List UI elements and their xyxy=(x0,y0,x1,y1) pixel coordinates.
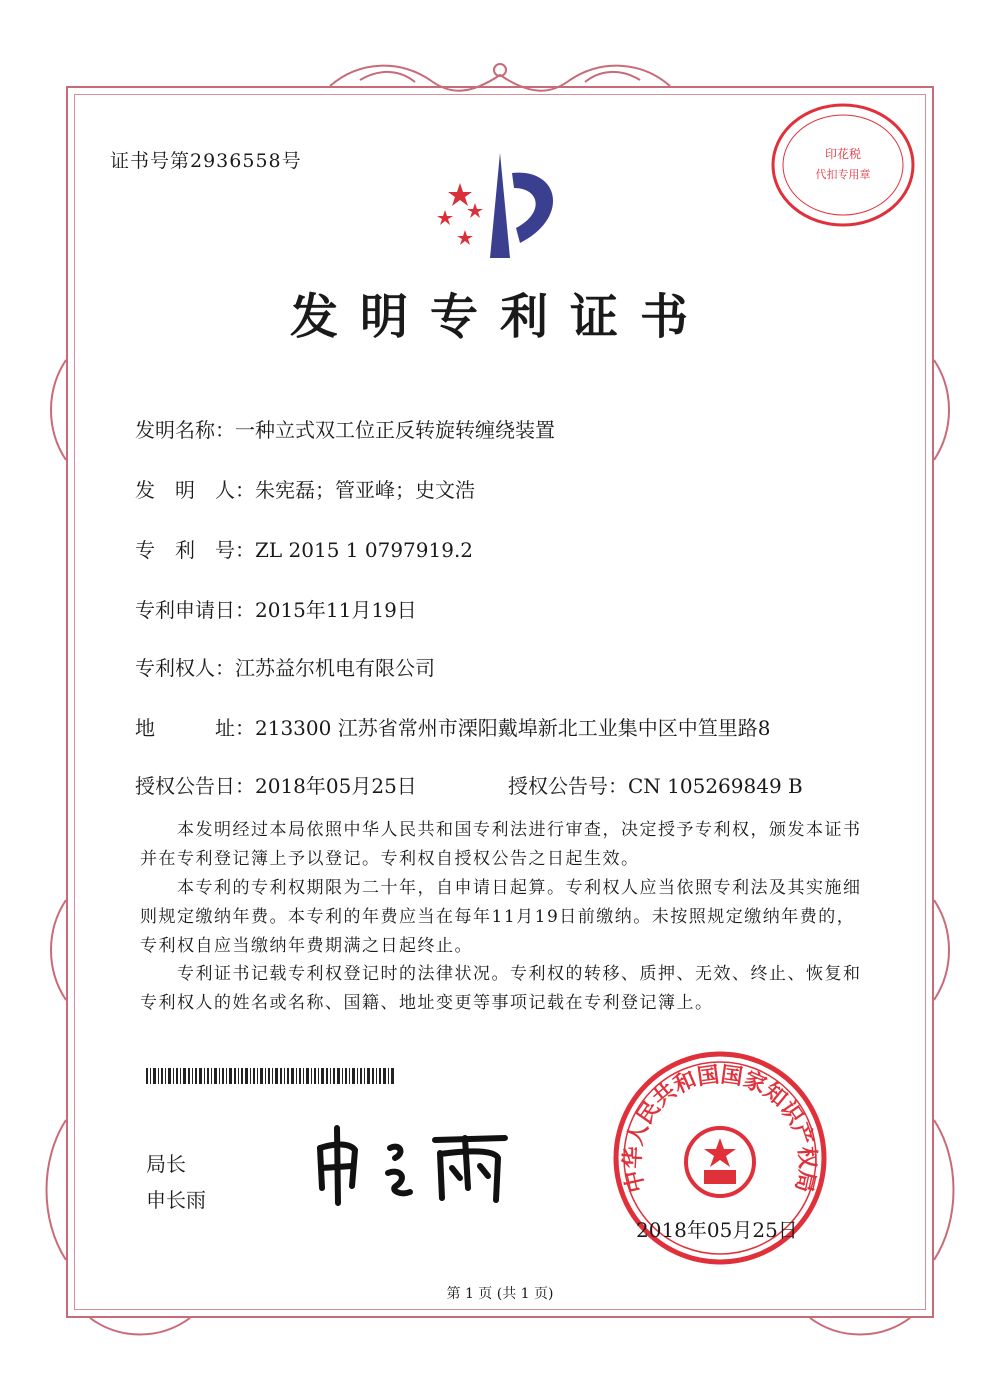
patentee-label: 专利权人： xyxy=(135,656,235,680)
field-invention-name xyxy=(135,414,555,443)
director-title: 局长 xyxy=(146,1152,186,1176)
page-title: 发明专利证书 xyxy=(289,289,710,345)
barcode xyxy=(146,1068,396,1084)
patent-no-label: 专 利 号： xyxy=(135,538,255,562)
filing-date-label: 专利申请日： xyxy=(135,598,255,622)
invention-name-value: 一种立式双工位正反转旋转缠绕装置 xyxy=(235,418,555,442)
svg-text:印花税: 印花税 xyxy=(824,147,862,161)
tax-stamp-seal xyxy=(768,100,918,230)
patent-no-value: ZL 2015 1 0797919.2 xyxy=(255,538,474,562)
invention-name-label: 发明名称： xyxy=(135,418,235,442)
field-grant-no xyxy=(508,770,803,799)
svg-text:代扣专用章: 代扣专用章 xyxy=(815,168,871,181)
address-value: 213300 江苏省常州市溧阳戴埠新北工业集中区中笪里路8 xyxy=(255,716,771,740)
field-address xyxy=(135,712,770,741)
certificate-number: 证书号第2936558号 xyxy=(110,150,302,172)
field-patent-no xyxy=(135,534,473,563)
grant-date-value: 2018年05月25日 xyxy=(255,774,417,798)
field-grant-date xyxy=(135,770,417,799)
paragraph-1: 本发明经过本局依照中华人民共和国专利法进行审查，决定授予专利权，颁发本证书并在专利登记簿上予以登记。专利权自授权公告之日起生效。 xyxy=(140,820,862,869)
field-patentee xyxy=(135,652,435,681)
grant-no-value: CN 105269849 B xyxy=(628,774,803,798)
grant-no-label: 授权公告号： xyxy=(508,774,628,798)
director-signature xyxy=(300,1118,520,1208)
patent-office-logo-icon xyxy=(420,148,580,268)
field-filing-date xyxy=(135,594,417,623)
patentee-value: 江苏益尔机电有限公司 xyxy=(235,656,435,680)
issue-date: 2018年05月25日 xyxy=(636,1218,798,1242)
field-inventor xyxy=(135,474,475,503)
page-footer: 第 1 页 (共 1 页) xyxy=(446,1286,554,1302)
paragraph-2: 本专利的专利权期限为二十年，自申请日起算。专利权人应当依照专利法及其实施细则规定缴纳年费。本专利的年费应当在每年11月19日前缴纳。未按照规定缴纳年费的，专利权自应当缴纳年费期满之日起终止。 xyxy=(140,878,862,956)
inventor-value: 朱宪磊；管亚峰；史文浩 xyxy=(255,478,475,502)
paragraph-3: 专利证书记载专利权登记时的法律状况。专利权的转移、质押、无效、终止、恢复和专利权人的姓名或名称、国籍、地址变更等事项记载在专利登记簿上。 xyxy=(140,964,862,1013)
grant-date-label: 授权公告日： xyxy=(135,774,255,798)
address-label: 地 址： xyxy=(135,716,255,740)
filing-date-value: 2015年11月19日 xyxy=(255,598,417,622)
director-name: 申长雨 xyxy=(146,1188,206,1212)
svg-text:中华人民共和国国家知识产权局: 中华人民共和国国家知识产权局 xyxy=(620,1062,820,1195)
inventor-label: 发 明 人： xyxy=(135,478,255,502)
